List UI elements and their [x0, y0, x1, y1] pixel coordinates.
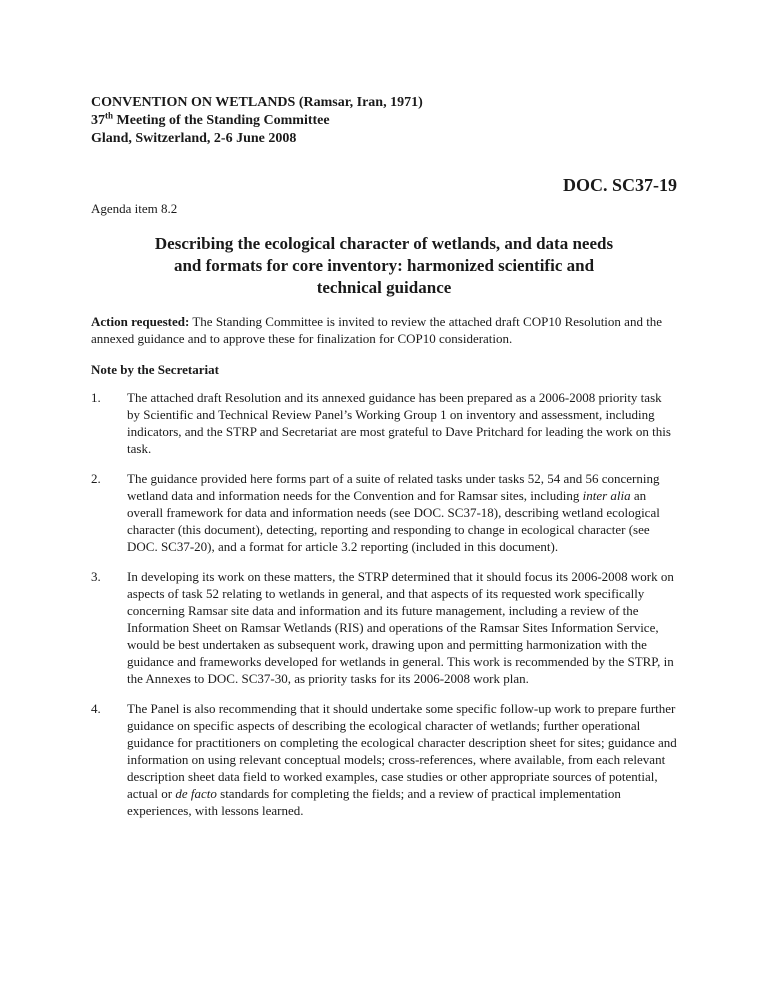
doc-number: DOC. SC37-19: [562, 175, 677, 195]
item-number: 4.: [91, 701, 101, 716]
note-heading: Note by the Secretariat: [91, 362, 219, 377]
title-line-3: technical guidance: [316, 278, 452, 297]
list-item: [91, 700, 677, 819]
document-header: [91, 94, 677, 148]
org-line-2: 37th Meeting of the Standing Committee: [91, 110, 330, 128]
ordinal-superscript: th: [105, 110, 114, 121]
title-line-2: and formats for core inventory: harmonized scientific and: [173, 256, 595, 275]
list-item: [91, 568, 677, 687]
item-text: The guidance provided here forms part of a suite of related tasks under tasks 52, 54 and 56 concerning wetland data and information needs for the Convention and for Ramsar sites, including inter alia an overall framework for data and information needs (see DOC. SC37-18), describing wetland ecological character (this document), detecting, reporting and responding to change in ecological character (see DOC. SC37-20), and a format for article 3.2 reporting (included in this document).: [127, 471, 660, 554]
list-item: [91, 389, 677, 457]
page-title: [91, 233, 677, 299]
item-number: 3.: [91, 569, 101, 584]
org-line-3: Gland, Switzerland, 2-6 June 2008: [91, 131, 297, 146]
action-requested-paragraph: [91, 313, 677, 347]
item-text: In developing its work on these matters, the STRP determined that it should focus its 2006-2008 work on aspects of task 52 relating to wetlands in general, and that aspects of its requested work specifically concerning Ramsar site data and information and its future management, including a review of the Information Sheet on Ramsar Wetlands (RIS) and operations of the Ramsar Sites Information Service, would be best undertaken as subsequent work, drawing upon and permitting harmonization with the guidance and frameworks developed for wetlands in general. This work is recommended by the STRP, in the Annexes to DOC. SC37-30, as priority tasks for its 2006-2008 work plan.: [127, 569, 674, 686]
action-requested-text: The Standing Committee is invited to review the attached draft COP10 Resolution and the annexed guidance and to approve these for finalization for COP10 consideration.: [91, 314, 663, 346]
item-number: 2.: [91, 471, 101, 486]
list-item: [91, 470, 677, 555]
org-line-1: CONVENTION ON WETLANDS (Ramsar, Iran, 1971): [91, 95, 423, 110]
action-requested-label: Action requested:: [91, 314, 190, 329]
title-line-1: Describing the ecological character of wetlands, and data needs: [154, 234, 614, 253]
numbered-list: [91, 389, 677, 819]
agenda-item: Agenda item 8.2: [91, 201, 178, 216]
item-text: The attached draft Resolution and its annexed guidance has been prepared as a 2006-2008 priority task by Scientific and Technical Review Panel’s Working Group 1 on inventory and assessment, including indicators, and the STRP and Secretariat are most grateful to Dave Pritchard for leading the work on this task.: [127, 390, 671, 456]
item-number: 1.: [91, 390, 101, 405]
item-text: The Panel is also recommending that it should undertake some specific follow-up work to prepare further guidance on specific aspects of describing the ecological character of wetlands; further operational guidance for practitioners on completing the ecological character description sheet for sites; guidance and information on using relevant conceptual models; cross-references, where available, from each relevant description sheet data field to worked examples, case studies or other appropriate sources of potential, actual or de facto standards for completing the fields; and a review of practical implementation experiences, with lessons learned.: [127, 701, 677, 818]
